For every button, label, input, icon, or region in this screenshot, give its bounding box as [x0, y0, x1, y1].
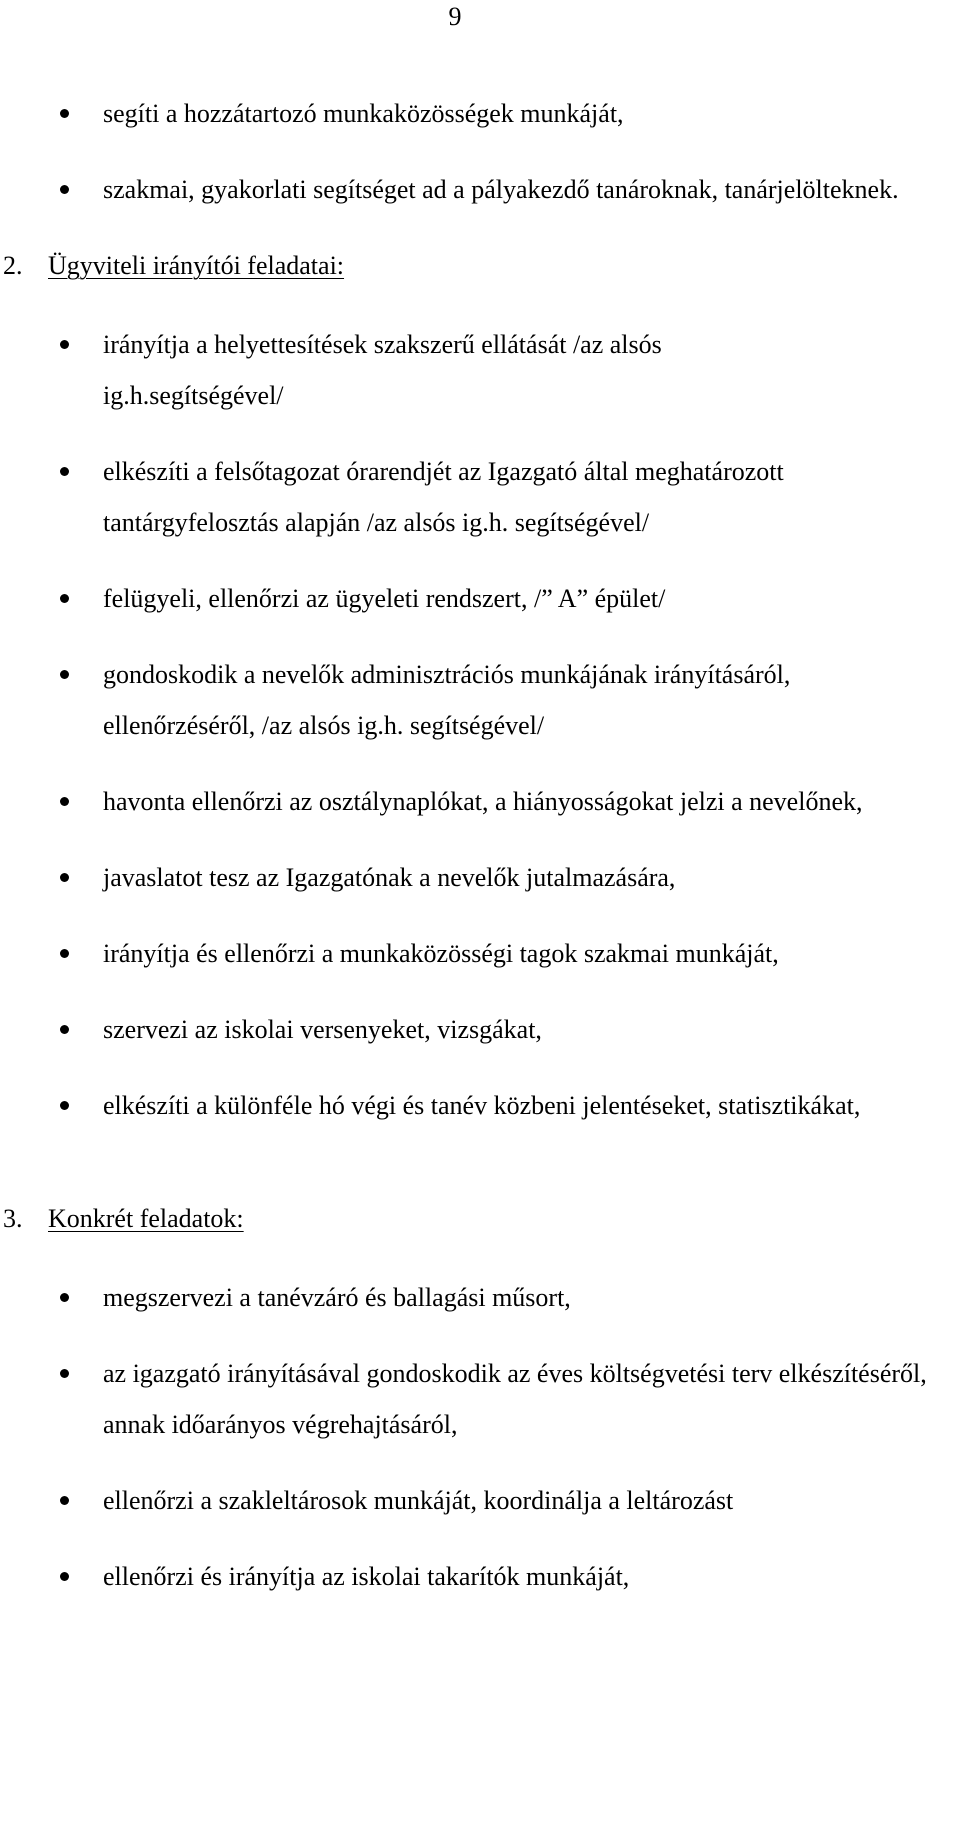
list-item-text: megszervezi a tanévzáró és ballagási műsort,	[103, 1283, 571, 1312]
list-item-text: ellenőrzi a szakleltárosok munkáját, koordinálja a leltározást	[103, 1486, 734, 1515]
bullet-icon	[60, 109, 69, 118]
list-item-text: javaslatot tesz az Igazgatónak a nevelők jutalmazására,	[103, 863, 676, 892]
bullet-icon	[60, 340, 69, 349]
list-item-text: az igazgató irányításával gondoskodik az éves költségvetési terv elkészítéséről, annak időarányos végrehajtásáról,	[103, 1359, 927, 1439]
list-item-text: gondoskodik a nevelők adminisztrációs munkájának irányításáról, ellenőrzéséről, /az alsós ig.h. segítségével/	[103, 660, 791, 740]
list-item	[0, 319, 960, 421]
list-item-text: segíti a hozzátartozó munkaközösségek munkáját,	[103, 99, 624, 128]
list-item	[0, 852, 960, 903]
section-3-bullet-list	[0, 1272, 960, 1602]
bullet-icon	[60, 1496, 69, 1505]
list-item	[0, 446, 960, 548]
list-item	[0, 776, 960, 827]
bullet-icon	[60, 1025, 69, 1034]
list-item-text: ellenőrzi és irányítja az iskolai takarítók munkáját,	[103, 1562, 630, 1591]
list-item	[0, 573, 960, 624]
bullet-icon	[60, 1369, 69, 1378]
section-2-bullet-list	[0, 319, 960, 1131]
bullet-icon	[60, 594, 69, 603]
bullet-icon	[60, 1293, 69, 1302]
page-number: 9	[448, 2, 462, 31]
bullet-icon	[60, 467, 69, 476]
list-item	[0, 1080, 960, 1131]
list-item	[0, 1348, 960, 1450]
list-item	[0, 1475, 960, 1526]
list-item-text: felügyeli, ellenőrzi az ügyeleti rendszert, /” A” épület/	[103, 584, 666, 613]
list-item-text: szervezi az iskolai versenyeket, vizsgákat,	[103, 1015, 542, 1044]
bullet-icon	[60, 797, 69, 806]
section-number: 3.	[3, 1204, 23, 1233]
list-item-text: irányítja a helyettesítések szakszerű ellátását /az alsós ig.h.segítségével/	[103, 330, 662, 410]
section-3-heading	[0, 1193, 960, 1244]
section-number: 2.	[3, 251, 23, 280]
list-item	[0, 88, 960, 139]
list-item	[0, 928, 960, 979]
bullet-icon	[60, 1101, 69, 1110]
list-item	[0, 1272, 960, 1323]
intro-bullet-list	[0, 88, 960, 215]
list-item	[0, 649, 960, 751]
list-item-text: havonta ellenőrzi az osztálynaplókat, a hiányosságokat jelzi a nevelőnek,	[103, 787, 863, 816]
list-item-text: elkészíti a különféle hó végi és tanév közbeni jelentéseket, statisztikákat,	[103, 1091, 861, 1120]
list-item	[0, 1004, 960, 1055]
list-item-text: irányítja és ellenőrzi a munkaközösségi tagok szakmai munkáját,	[103, 939, 779, 968]
document-body	[0, 88, 960, 1627]
bullet-icon	[60, 1572, 69, 1581]
list-item	[0, 164, 960, 215]
list-item	[0, 1551, 960, 1602]
bullet-icon	[60, 670, 69, 679]
bullet-icon	[60, 949, 69, 958]
section-title: Ügyviteli irányítói feladatai:	[48, 251, 345, 280]
section-title: Konkrét feladatok:	[48, 1204, 244, 1233]
list-item-text: elkészíti a felsőtagozat órarendjét az Igazgató által meghatározott tantárgyfelosztás alapján /az alsós ig.h. segítségével/	[103, 457, 784, 537]
bullet-icon	[60, 873, 69, 882]
section-2-heading	[0, 240, 960, 291]
bullet-icon	[60, 185, 69, 194]
list-item-text: szakmai, gyakorlati segítséget ad a pályakezdő tanároknak, tanárjelölteknek.	[103, 175, 899, 204]
